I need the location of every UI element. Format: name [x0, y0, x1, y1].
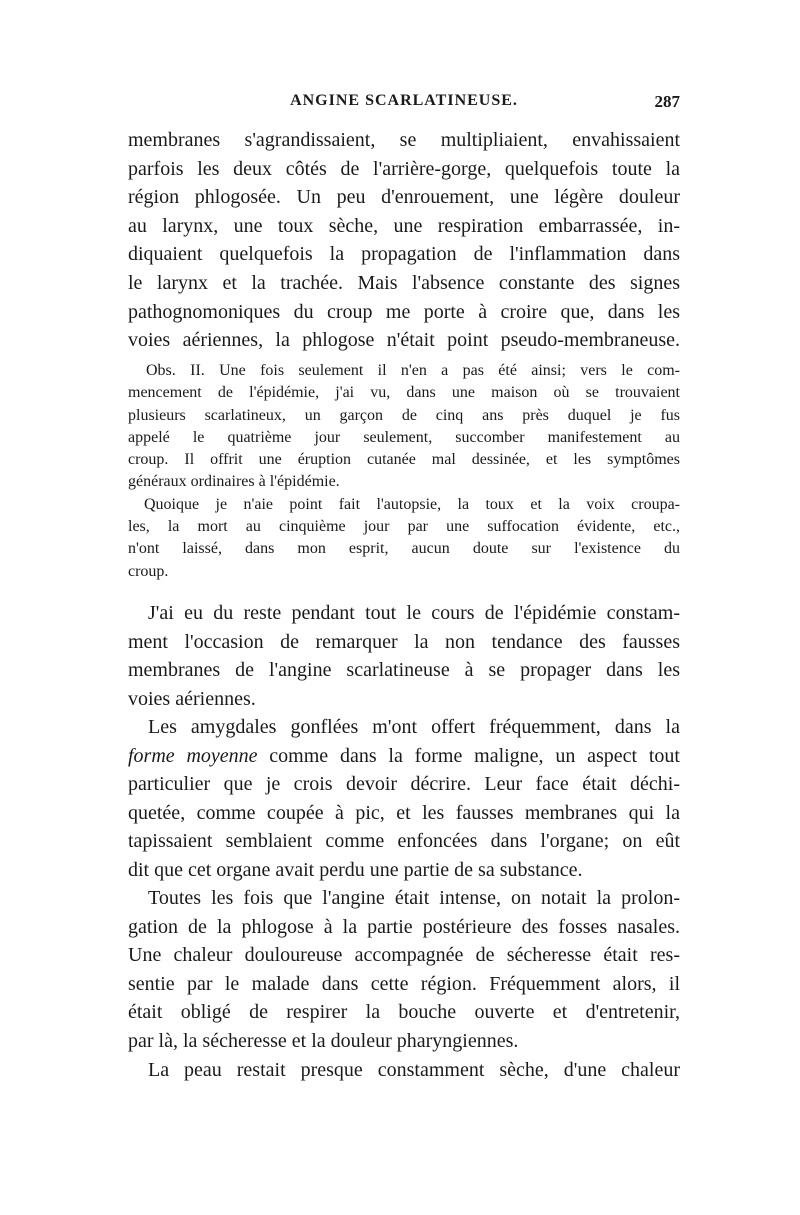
- running-head: [128, 92, 680, 118]
- paragraph-3: [128, 713, 680, 885]
- text-line: Quoique je n'aie point fait l'autopsie, la toux et la voix croupa-: [144, 495, 680, 513]
- text-line: croup. Il offrit une éruption cutanée mal dessinée, et les symptômes: [128, 451, 680, 469]
- italic-phrase: forme moyenne: [128, 744, 258, 767]
- text-line: particulier que je crois devoir décrire. Leur face était déchi-: [128, 773, 680, 796]
- text-line: pathognomoniques du croup me porte à croire que, dans les: [128, 300, 680, 323]
- text-line: le larynx et la trachée. Mais l'absence constante des signes: [128, 271, 680, 294]
- text-line: région phlogosée. Un peu d'enrouement, une légère douleur: [128, 186, 680, 209]
- text-line: Toutes les fois que l'angine était intense, on notait la prolon-: [148, 887, 680, 909]
- text-line: diquaient quelquefois la propagation de l'inflammation dans: [128, 243, 680, 266]
- text-line: ment l'occasion de remarquer la non tendance des fausses: [128, 630, 680, 653]
- running-title: ANGINE SCARLATINEUSE.: [290, 92, 518, 109]
- text-line: était obligé de respirer la bouche ouverte et d'entretenir,: [128, 1001, 680, 1024]
- text-line: sentie par le malade dans cette région. Fréquemment alors, il: [128, 972, 680, 995]
- text-line: par là, la sécheresse et la douleur pharyngiennes.: [128, 1029, 519, 1052]
- text-line: Les amygdales gonflées m'ont offert fréquemment, dans la: [148, 716, 680, 738]
- text-line: au larynx, une toux sèche, une respiration embarrassée, in-: [128, 214, 680, 237]
- text-line: plusieurs scarlatineux, un garçon de cinq ans près duquel je fus: [128, 406, 680, 424]
- text-line: mencement de l'épidémie, j'ai vu, dans une maison où se trouvaient: [128, 384, 680, 402]
- text-line: tapissaient semblaient comme enfoncées dans l'organe; on eût: [128, 830, 680, 853]
- text-line: croup.: [128, 562, 169, 580]
- paragraph-5: [128, 1056, 680, 1085]
- text-line: J'ai eu du reste pendant tout le cours de l'épidémie constam-: [148, 602, 680, 624]
- text-line: n'ont laissé, dans mon esprit, aucun doute sur l'existence du: [128, 540, 680, 558]
- text-line: voies aériennes.: [128, 687, 256, 710]
- text-line: voies aériennes, la phlogose n'était point pseudo-membraneuse.: [128, 329, 680, 352]
- text-line: membranes s'agrandissaient, se multipliaient, envahissaient: [128, 129, 680, 151]
- text-line: membranes de l'angine scarlatineuse à se propager dans les: [128, 659, 680, 682]
- text-line: La peau restait presque constamment sèche, d'une chaleur: [148, 1059, 680, 1081]
- text-fragment: comme dans la forme maligne, un aspect tout: [257, 744, 680, 767]
- observation-note: [128, 360, 680, 583]
- text-line: les, la mort au cinquième jour par une suffocation évidente, etc.,: [128, 518, 680, 536]
- text-line: [128, 742, 680, 771]
- paragraph-4: [128, 884, 680, 1056]
- text-line: dit que cet organe avait perdu une partie de sa substance.: [128, 858, 583, 881]
- text-line: parfois les deux côtés de l'arrière-gorge, quelquefois toute la: [128, 157, 680, 180]
- paragraph-2: [128, 599, 680, 713]
- paragraph-1: [128, 126, 680, 355]
- text-line: quetée, comme coupée à pic, et les fausses membranes qui la: [128, 801, 680, 824]
- page-number: 287: [654, 92, 680, 111]
- text-line: appelé le quatrième jour seulement, succomber manifestement au: [128, 428, 680, 446]
- text-line: gation de la phlogose à la partie postérieure des fosses nasales.: [128, 915, 680, 938]
- text-line: généraux ordinaires à l'épidémie.: [128, 473, 340, 491]
- text-line: Obs. II. Une fois seulement il n'en a pas été ainsi; vers le com-: [146, 362, 680, 379]
- text-line: Une chaleur douloureuse accompagnée de sécheresse était res-: [128, 944, 680, 967]
